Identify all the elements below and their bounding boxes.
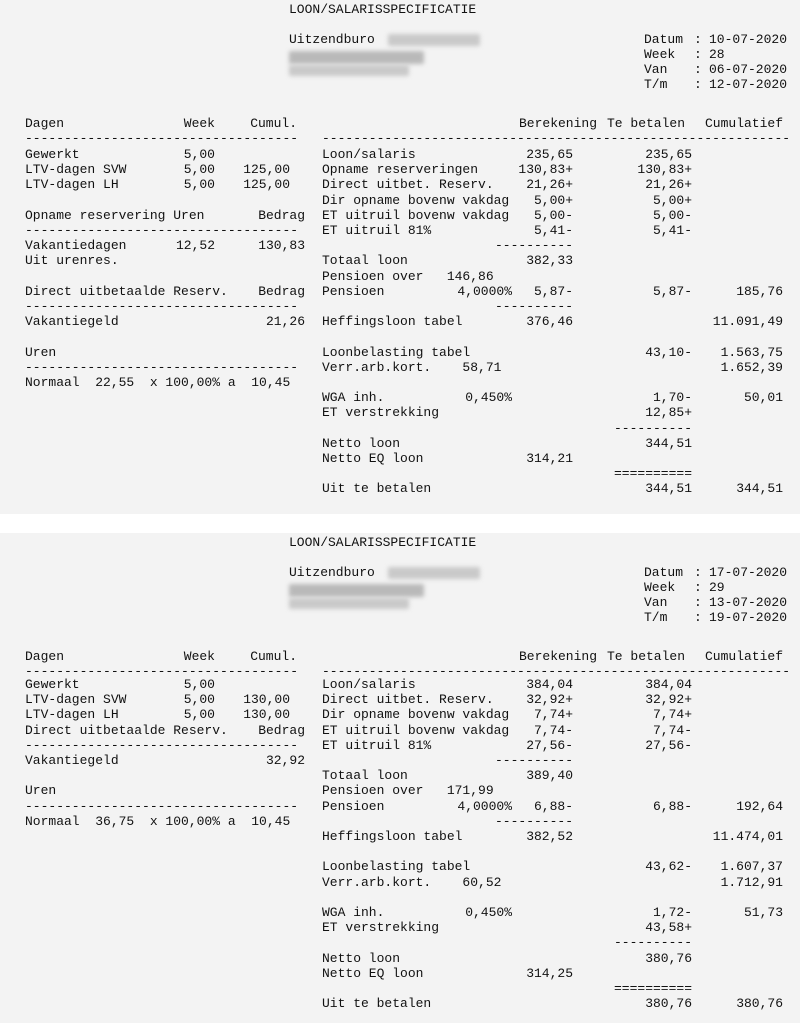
calc-label: Pensioen over 146,86: [322, 268, 494, 284]
calc-te-betalen: 344,51: [645, 481, 692, 497]
reserve-hours: 12,52: [175, 238, 215, 254]
calc-te-betalen: 1,72-: [652, 905, 692, 920]
calc-te-betalen: 235,65: [645, 147, 692, 162]
section-rule: -----------------------------------: [25, 223, 299, 238]
calc-cumulatief: 1.607,37: [720, 859, 783, 875]
calc-cumulatief: 11.091,49: [712, 314, 783, 330]
calc-percentage: 0,450%: [465, 390, 512, 406]
calc-cumulatief: 1.652,39: [720, 359, 783, 375]
calc-te-betalen: 27,56-: [645, 737, 692, 753]
calc-label: WGA inh.: [322, 390, 385, 406]
calc-cumulatief: 185,76: [736, 283, 783, 299]
calc-berekening: 382,33: [526, 253, 573, 269]
calc-te-betalen: ----------: [613, 420, 692, 436]
col-header-cumul: Cumul.: [250, 116, 297, 131]
day-label: LTV-dagen LH: [25, 707, 119, 723]
calc-te-betalen: 43,10-: [645, 344, 692, 360]
calc-te-betalen: 7,74-: [652, 722, 692, 738]
redacted-employee-address: [289, 598, 409, 609]
calc-label: Totaal loon: [322, 768, 408, 784]
header-colon: :: [694, 32, 702, 47]
calc-label: Pensioen: [322, 283, 385, 299]
calc-te-betalen: ----------: [613, 935, 692, 951]
calc-label: Netto loon: [322, 950, 401, 966]
calc-te-betalen: 380,76: [645, 950, 692, 966]
redacted-employee-address: [289, 65, 409, 76]
col-header-te-betalen: Te betalen: [606, 649, 685, 664]
calc-label: Totaal loon: [322, 253, 408, 269]
day-label: LTV-dagen LH: [25, 177, 119, 193]
section-rule: -----------------------------------: [25, 737, 299, 753]
day-week-value: 5,00: [183, 677, 215, 692]
calc-label: Loonbelasting tabel: [322, 859, 471, 875]
calc-berekening: 5,41-: [533, 223, 573, 238]
reserve-label: Vakantiegeld: [25, 314, 119, 330]
header-colon: :: [694, 610, 702, 625]
header-value: 10-07-2020: [709, 32, 788, 47]
day-cumul-value: 125,00: [243, 162, 290, 178]
section-heading: Opname reservering Uren: [25, 207, 205, 223]
col-header-berekening: Berekening: [518, 649, 597, 664]
calc-berekening: ----------: [494, 299, 573, 314]
calc-te-betalen: 344,51: [645, 435, 692, 451]
calc-berekening: 7,74+: [533, 707, 573, 723]
calc-berekening: 384,04: [526, 677, 573, 692]
calc-label: ET verstrekking: [322, 405, 440, 421]
calc-berekening: 5,00-: [533, 207, 573, 223]
reserve-amount: 130,83: [258, 238, 305, 254]
redacted-employee-name: [289, 584, 424, 597]
header-label: T/m: [644, 610, 668, 625]
calc-label: Direct uitbet. Reserv.: [322, 692, 494, 708]
employer-label: Uitzendburo: [289, 32, 375, 47]
header-value: 12-07-2020: [709, 77, 788, 92]
calc-label: Loon/salaris: [322, 147, 416, 162]
header-colon: :: [694, 565, 702, 580]
calc-label: Netto EQ loon: [322, 451, 424, 466]
day-week-value: 5,00: [183, 147, 215, 162]
header-value: 13-07-2020: [709, 595, 788, 610]
left-text-line: Normaal 36,75 x 100,00% a 10,45: [25, 813, 291, 829]
calc-berekening: 21,26+: [526, 177, 573, 193]
calc-label: Pensioen over 171,99: [322, 783, 494, 799]
calc-berekening: 389,40: [526, 768, 573, 784]
left-text-line: Uren: [25, 783, 57, 799]
calc-label: Opname reserveringen: [322, 162, 479, 178]
section-heading: Direct uitbetaalde Reserv.: [25, 283, 228, 299]
redacted-employee-name: [289, 51, 424, 64]
calc-berekening: ----------: [494, 753, 573, 768]
col-header-cumulatief: Cumulatief: [704, 649, 783, 664]
header-value: 06-07-2020: [709, 62, 788, 77]
col-header-week: Week: [183, 116, 215, 131]
calc-te-betalen: 5,41-: [652, 223, 692, 238]
calc-label: ET uitruil 81%: [322, 223, 432, 238]
calc-cumulatief: 1.563,75: [720, 344, 783, 360]
left-text-line: Normaal 22,55 x 100,00% a 10,45: [25, 375, 291, 390]
header-value: 29: [709, 580, 725, 595]
employer-label: Uitzendburo: [289, 565, 375, 580]
calc-berekening: 27,56-: [526, 737, 573, 753]
calc-berekening: 5,00+: [533, 192, 573, 208]
left-text-line: Uit urenres.: [25, 253, 119, 269]
calc-cumulatief: 192,64: [736, 798, 783, 814]
calc-berekening: 7,74-: [533, 722, 573, 738]
col-header-week: Week: [183, 649, 215, 664]
calc-label: Loonbelasting tabel: [322, 344, 471, 360]
left-rule: -----------------------------------: [25, 131, 299, 146]
day-cumul-value: 130,00: [243, 692, 290, 708]
reserve-label: Vakantiegeld: [25, 753, 119, 768]
calc-berekening: 6,88-: [533, 798, 573, 814]
calc-te-betalen: 43,62-: [645, 859, 692, 875]
calc-label: Dir opname bovenw vakdag: [322, 192, 510, 208]
day-week-value: 5,00: [183, 707, 215, 723]
right-rule: ------------------------------------------------------------: [322, 131, 791, 146]
calc-te-betalen: 130,83+: [637, 162, 692, 178]
section-heading: Direct uitbetaalde Reserv.: [25, 722, 228, 738]
reserve-amount: 32,92: [265, 753, 305, 768]
section-amount-header: Bedrag: [258, 722, 305, 738]
col-header-dagen: Dagen: [25, 649, 65, 664]
calc-te-betalen: ==========: [613, 981, 692, 996]
slip-title: LOON/SALARISSPECIFICATIE: [289, 535, 477, 550]
calc-cumulatief: 11.474,01: [712, 829, 783, 844]
payslip-week-29: [0, 533, 800, 1023]
calc-berekening: 130,83+: [518, 162, 573, 178]
section-rule: -----------------------------------: [25, 798, 299, 814]
day-week-value: 5,00: [183, 162, 215, 178]
day-week-value: 5,00: [183, 177, 215, 193]
col-header-dagen: Dagen: [25, 116, 65, 131]
calc-te-betalen: 21,26+: [645, 177, 692, 193]
calc-label: Netto EQ loon: [322, 965, 424, 981]
calc-te-betalen: ==========: [613, 466, 692, 482]
day-cumul-value: 130,00: [243, 707, 290, 723]
calc-label: Verr.arb.kort. 60,52: [322, 874, 502, 890]
header-label: Van: [644, 595, 668, 610]
calc-te-betalen: 380,76: [645, 996, 692, 1012]
day-label: Gewerkt: [25, 147, 80, 162]
header-value: 19-07-2020: [709, 610, 788, 625]
calc-label: Heffingsloon tabel: [322, 314, 463, 330]
calc-te-betalen: 12,85+: [645, 405, 692, 421]
calc-berekening: 382,52: [526, 829, 573, 844]
calc-berekening: ----------: [494, 238, 573, 254]
reserve-label: Vakantiedagen: [25, 238, 127, 254]
left-text-line: Uren: [25, 344, 57, 360]
calc-label: ET uitruil 81%: [322, 737, 432, 753]
section-amount-header: Bedrag: [258, 207, 305, 223]
header-value: 28: [709, 47, 725, 62]
section-rule: -----------------------------------: [25, 299, 299, 314]
header-label: Week: [644, 47, 676, 62]
calc-label: WGA inh.: [322, 905, 385, 920]
calc-berekening: 376,46: [526, 314, 573, 330]
header-colon: :: [694, 62, 702, 77]
calc-label: Direct uitbet. Reserv.: [322, 177, 494, 193]
header-colon: :: [694, 47, 702, 62]
redacted-employer-name: [388, 567, 480, 579]
calc-te-betalen: 32,92+: [645, 692, 692, 708]
calc-te-betalen: 384,04: [645, 677, 692, 692]
calc-cumulatief: 344,51: [736, 481, 783, 497]
calc-te-betalen: 1,70-: [652, 390, 692, 406]
calc-percentage: 0,450%: [465, 905, 512, 920]
day-label: Gewerkt: [25, 677, 80, 692]
calc-label: Netto loon: [322, 435, 401, 451]
day-label: LTV-dagen SVW: [25, 162, 127, 178]
calc-te-betalen: 5,00+: [652, 192, 692, 208]
reserve-amount: 21,26: [265, 314, 305, 330]
header-colon: :: [694, 77, 702, 92]
header-label: Datum: [644, 565, 684, 580]
calc-label: Pensioen: [322, 798, 385, 814]
calc-cumulatief: 380,76: [736, 996, 783, 1012]
calc-te-betalen: 5,87-: [652, 283, 692, 299]
header-label: T/m: [644, 77, 668, 92]
calc-label: Dir opname bovenw vakdag: [322, 707, 510, 723]
header-value: 17-07-2020: [709, 565, 788, 580]
day-label: LTV-dagen SVW: [25, 692, 127, 708]
slip-title: LOON/SALARISSPECIFICATIE: [289, 2, 477, 17]
calc-berekening: ----------: [494, 813, 573, 829]
calc-berekening: 235,65: [526, 147, 573, 162]
left-rule: -----------------------------------: [25, 664, 299, 679]
col-header-berekening: Berekening: [518, 116, 597, 131]
section-amount-header: Bedrag: [258, 283, 305, 299]
day-week-value: 5,00: [183, 692, 215, 708]
calc-cumulatief: 51,73: [743, 905, 783, 920]
calc-label: Loon/salaris: [322, 677, 416, 692]
header-label: Week: [644, 580, 676, 595]
calc-berekening: 314,25: [526, 965, 573, 981]
calc-percentage: 4,0000%: [457, 283, 512, 299]
calc-percentage: 4,0000%: [457, 798, 512, 814]
day-cumul-value: 125,00: [243, 177, 290, 193]
header-label: Datum: [644, 32, 684, 47]
redacted-employer-name: [388, 34, 480, 46]
col-header-cumul: Cumul.: [250, 649, 297, 664]
calc-label: Verr.arb.kort. 58,71: [322, 359, 502, 375]
calc-cumulatief: 1.712,91: [720, 874, 783, 890]
header-colon: :: [694, 580, 702, 595]
calc-label: ET uitruil bovenw vakdag: [322, 207, 510, 223]
col-header-te-betalen: Te betalen: [606, 116, 685, 131]
col-header-cumulatief: Cumulatief: [704, 116, 783, 131]
calc-berekening: 5,87-: [533, 283, 573, 299]
calc-label: Uit te betalen: [322, 996, 432, 1012]
right-rule: ------------------------------------------------------------: [322, 664, 791, 679]
calc-label: Heffingsloon tabel: [322, 829, 463, 844]
section-rule: -----------------------------------: [25, 359, 299, 375]
calc-cumulatief: 50,01: [743, 390, 783, 406]
calc-te-betalen: 6,88-: [652, 798, 692, 814]
calc-te-betalen: 7,74+: [652, 707, 692, 723]
calc-te-betalen: 5,00-: [652, 207, 692, 223]
calc-berekening: 314,21: [526, 451, 573, 466]
calc-label: Uit te betalen: [322, 481, 432, 497]
calc-te-betalen: 43,58+: [645, 920, 692, 936]
calc-label: ET verstrekking: [322, 920, 440, 936]
header-colon: :: [694, 595, 702, 610]
calc-label: ET uitruil bovenw vakdag: [322, 722, 510, 738]
header-label: Van: [644, 62, 668, 77]
calc-berekening: 32,92+: [526, 692, 573, 708]
